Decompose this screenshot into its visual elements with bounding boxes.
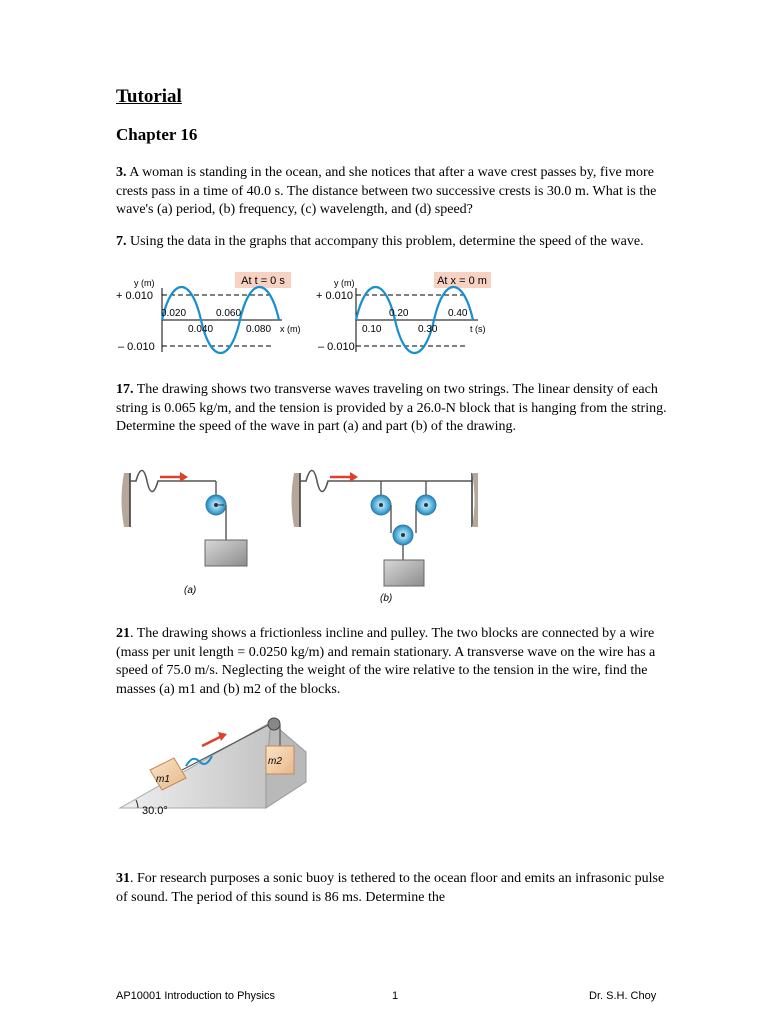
problem-21 [116,625,676,699]
wall [122,473,131,527]
string-pulley-figure [116,465,496,605]
x-tick-label: 0.040 [188,324,214,335]
hanging-block [205,540,247,566]
y-axis-label: y (m) [134,278,155,288]
footer-page-number: 1 [392,990,399,1002]
problem-number: 31 [116,871,130,886]
angle-label: 30.0° [142,805,168,817]
string-a [130,471,216,492]
wave-graph-x [112,268,312,358]
badge-text: At t = 0 s [241,275,285,287]
y-tick-top: + 0.010 [116,290,154,302]
footer-author: Dr. S.H. Choy [589,990,657,1002]
problem-text: . The drawing shows a frictionless incline and pulley. The two blocks are connected by a wire (mass per unit length = 0.0250 kg/m) and remain stationary. A transverse wave on the wire has a speed of 75.0 m/s. Neglecting the weight of the wire relative to the tension in the wire, find the masses (a) m1 and (b) m2 of the blocks. [116,626,656,697]
pulley-axle [379,503,383,507]
t-axis-label: t (s) [470,324,486,334]
t-tick-label: 0.10 [362,324,382,335]
problem-number: 17. [116,382,134,397]
incline-figure [116,712,316,822]
chapter-heading: Chapter 16 [116,125,198,144]
problem-7 [116,233,676,252]
figure-label-b: (b) [380,593,393,604]
y-tick-bottom: – 0.010 [318,341,355,353]
y-tick-top: + 0.010 [316,290,354,302]
problem-text: . For research purposes a sonic buoy is tethered to the ocean floor and emits an infrasonic pulse of sound. The period of this sound is 86 ms. Determine the [116,871,665,905]
problem-text: The drawing shows two transverse waves traveling on two strings. The linear density of each string is 0.065 kg/m, and the tension is provided by a 26.0-N block that is hanging from the string. Determine the speed of the wave in part (a) and part (b) of the drawing. [116,382,667,434]
page-title: Tutorial [116,86,182,107]
pulley-axle [424,503,428,507]
t-tick-label: 0.30 [418,324,438,335]
t-tick-label: 0.40 [448,308,468,319]
problem-17 [116,381,676,437]
string-b [300,471,472,492]
wave-direction-arrow [202,737,220,746]
wall [292,473,301,527]
y-tick-bottom: – 0.010 [118,341,155,353]
wall [472,473,478,527]
footer-course: AP10001 Introduction to Physics [116,990,275,1002]
problem-number: 7. [116,234,127,249]
x-tick-label: 0.020 [161,308,187,319]
pulley-axle [401,533,405,537]
x-tick-label: 0.080 [246,324,272,335]
problem-number: 3. [116,165,127,180]
x-axis-label: x (m) [280,324,301,334]
problem-text: A woman is standing in the ocean, and she notices that after a wave crest passes by, five more crests pass in a time of 40.0 s. The distance between two successive crests is 30.0 m. What is the wave's (a) period, (b) frequency, (c) wavelength, and (d) speed? [116,165,657,217]
figure-label-a: (a) [184,585,197,596]
hanging-block [384,560,424,586]
pulley [268,718,280,730]
x-tick-label: 0.060 [216,308,242,319]
problem-3 [116,164,676,220]
block-m1-label: m1 [156,774,170,785]
badge-text: At x = 0 m [437,275,487,287]
y-axis-label: y (m) [334,278,355,288]
t-tick-label: 0.20 [389,308,409,319]
problem-text: Using the data in the graphs that accompany this problem, determine the speed of the wave. [126,234,644,249]
block-m2-label: m2 [268,756,282,767]
problem-number: 21 [116,626,130,641]
wave-graph-t [312,268,497,358]
problem-31 [116,870,676,907]
